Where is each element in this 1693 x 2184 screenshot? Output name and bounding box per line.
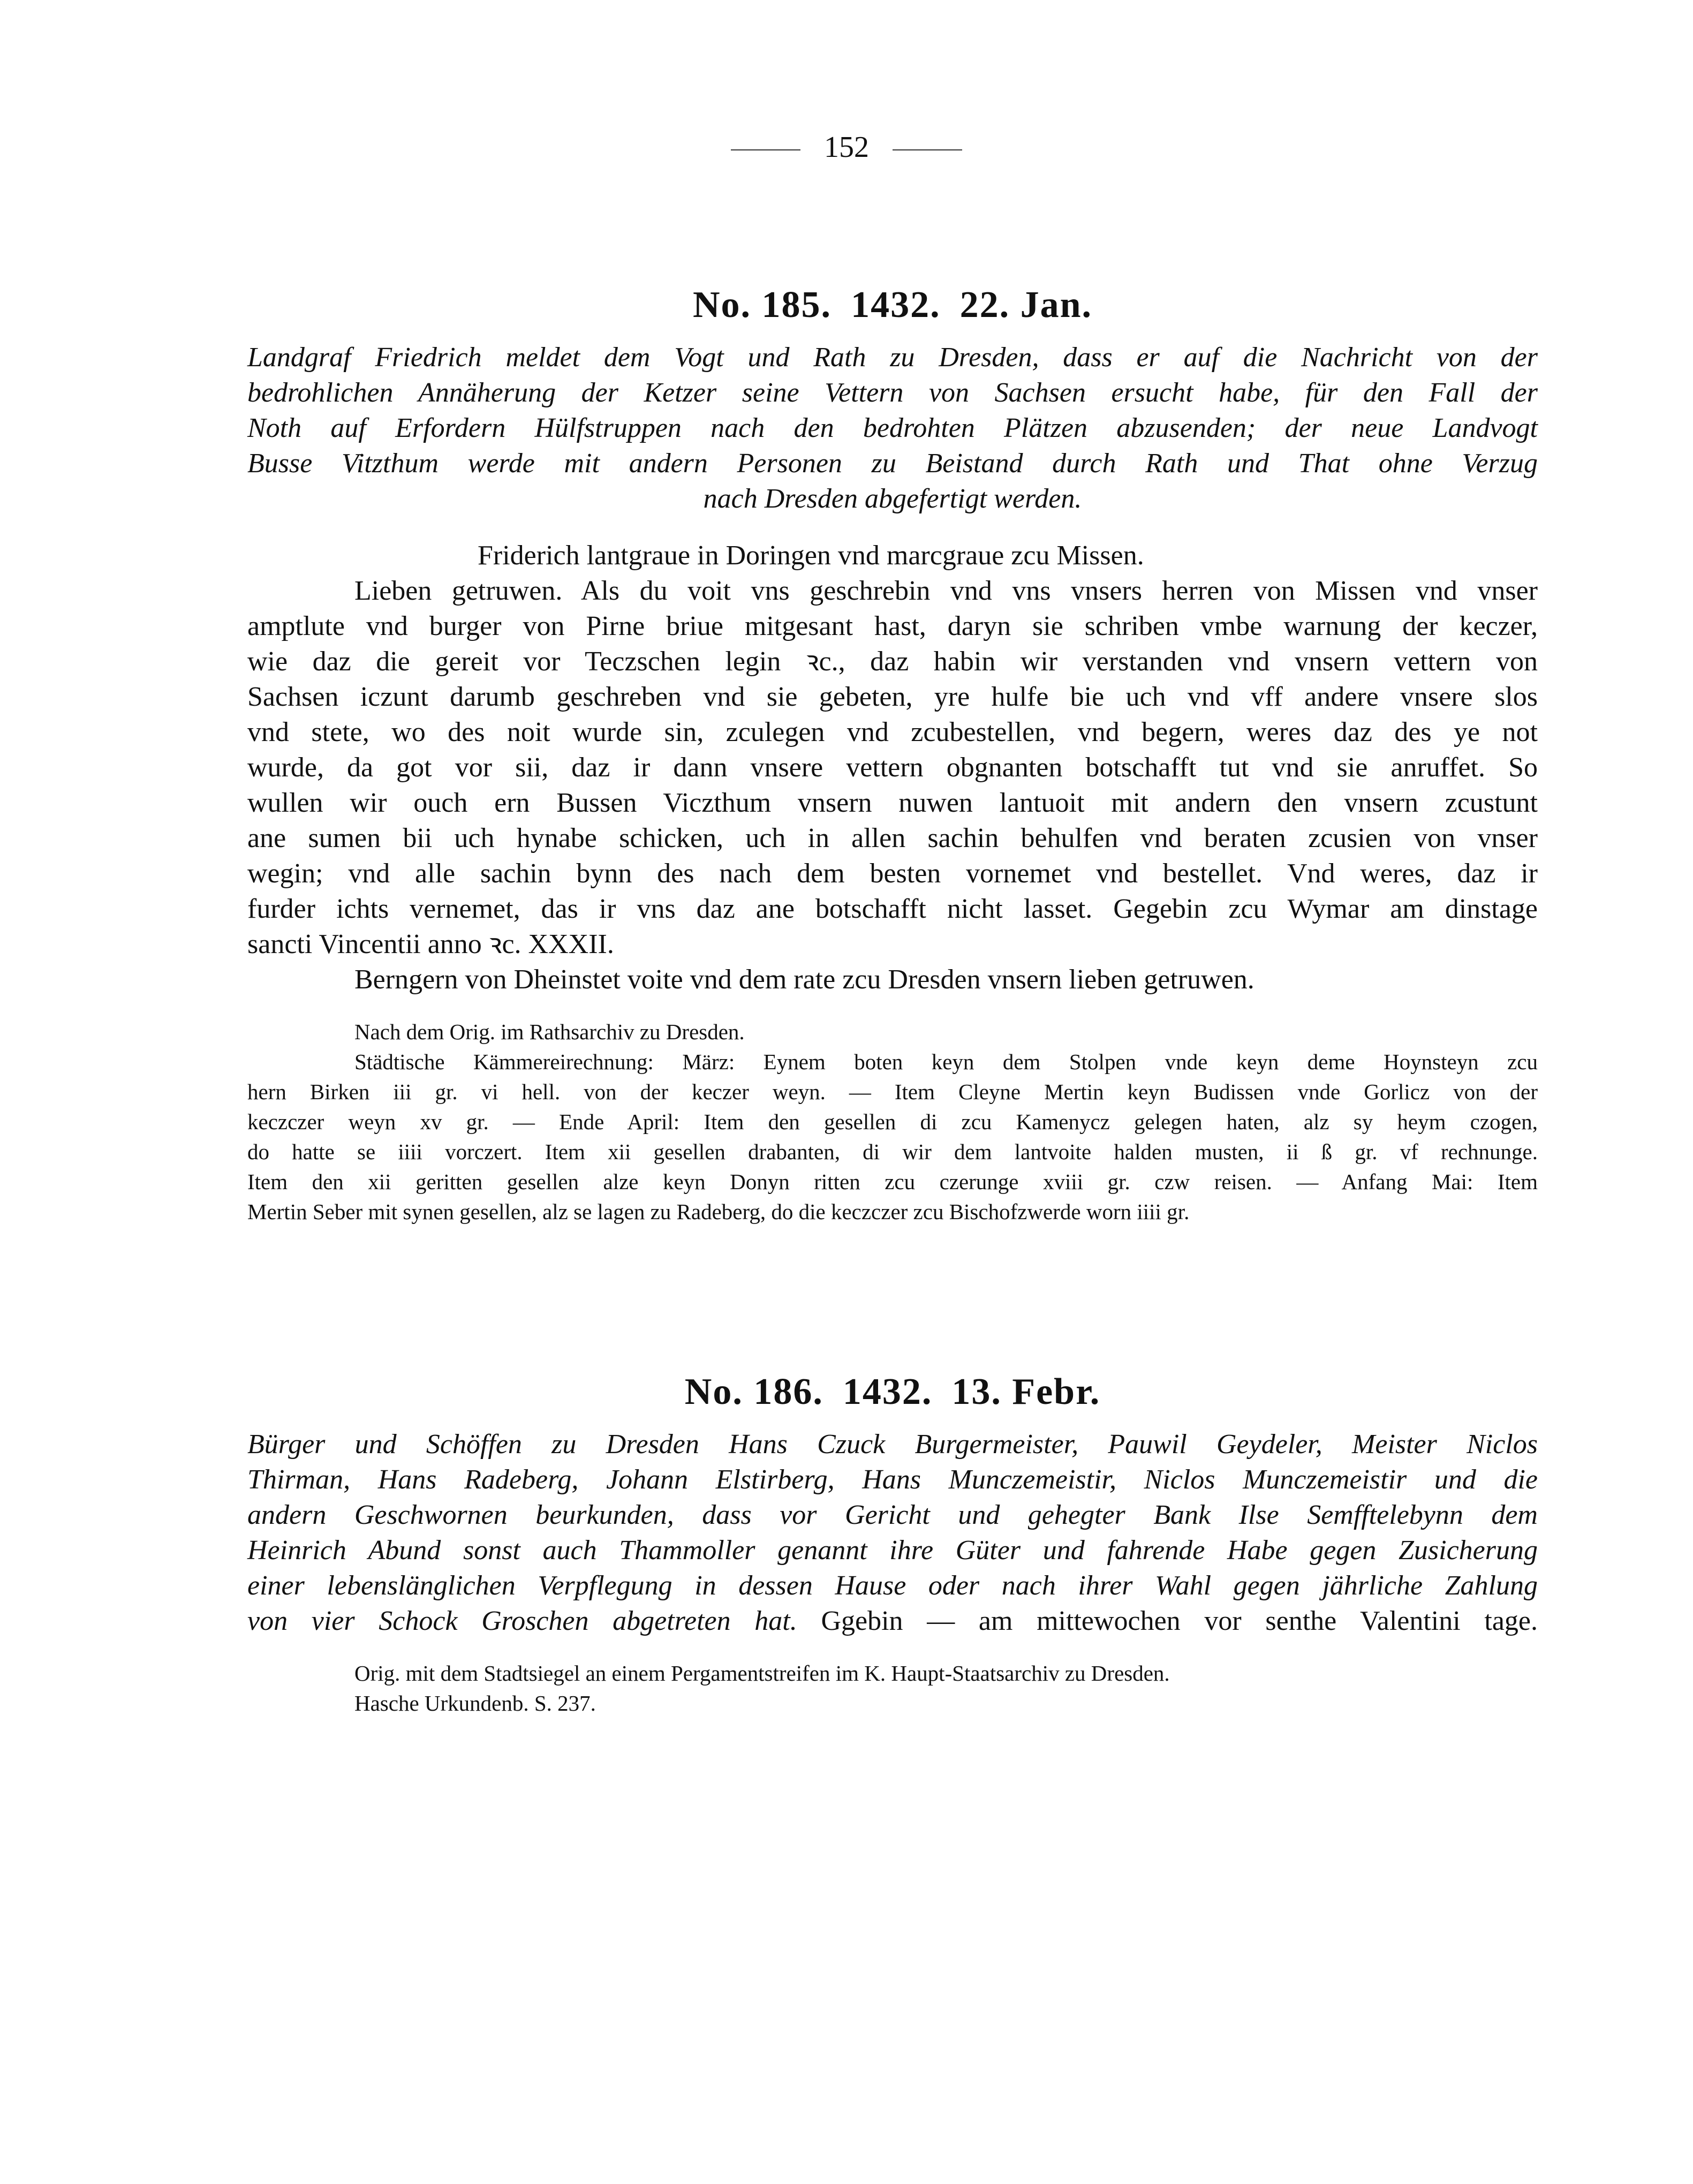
header-rule-right [893, 149, 962, 150]
regest [247, 340, 1538, 517]
regest-line: Busse Vitzthum werde mit andern Personen zu Beistand durch Rath und That ohne Verzug [247, 448, 1538, 479]
edition-note: Hasche Urkundenb. S. 237. [354, 1691, 596, 1716]
regest-line-final [247, 1604, 1538, 1639]
document-heading [247, 281, 1538, 329]
source-note: Orig. mit dem Stadtsiegel an einem Pergamentstreifen im K. Haupt-Staatsarchiv zu Dresden. [354, 1661, 1170, 1686]
note-line: Städtische Kämmereirechnung: März: Eynem boten keyn dem Stolpen vnde keyn deme Hoynsteyn zcu [354, 1049, 1538, 1074]
regest-line: Bürger und Schöffen zu Dresden Hans Czuck Burgermeister, Pauwil Geydeler, Meister Niclos [247, 1429, 1538, 1460]
note-line: keczczer weyn xv gr. — Ende April: Item den gesellen di zcu Kamenycz gelegen haten, alz sy heym czogen, [247, 1109, 1538, 1134]
address-line: Berngern von Dheinstet voite vnd dem rate zcu Dresden vnsern lieben getruwen. [354, 964, 1254, 995]
note-line: Mertin Seber mit synen gesellen, alz se lagen zu Radeberg, do die keczczer zcu Bischofzwerde worn iiii gr. [247, 1199, 1190, 1224]
regest-line: bedrohlichen Annäherung der Ketzer seine Vettern von Sachsen ersucht habe, für den Fall der [247, 377, 1538, 408]
regest-line: Landgraf Friedrich meldet dem Vogt und Rath zu Dresden, dass er auf die Nachricht von der [247, 342, 1538, 373]
text-line: Lieben getruwen. Als du voit vns geschrebin vnd vns vnsers herren von Missen vnd vnser [354, 576, 1538, 606]
text-line: wurde, da got vor sii, daz ir dann vnsere vettern obgnanten botschafft tut vnd sie anruffet. So [247, 752, 1538, 783]
text-line: amptlute vnd burger von Pirne briue mitgesant hast, daryn sie schriben vmbe warnung der keczer, [247, 611, 1538, 641]
document-text [247, 538, 1538, 997]
document-date: 22. Jan. [959, 284, 1092, 326]
document-186 [247, 1368, 1538, 1718]
page-number: 152 [824, 131, 869, 164]
text-line: sancti Vincentii anno ꝛc. XXXII. [247, 929, 614, 959]
document-year: 1432. [851, 284, 941, 326]
document-185 [247, 281, 1538, 1227]
document-heading [247, 1368, 1538, 1416]
salutation-line: Friderich lantgraue in Doringen vnd marcgraue zcu Missen. [478, 540, 1144, 571]
text-line: wie daz die gereit vor Teczschen legin ꝛc., daz habin wir verstanden vnd vnsern vettern von [247, 646, 1538, 677]
header-rule-left [731, 149, 800, 150]
text-line: wegin; vnd alle sachin bynn des nach dem besten vornemet vnd bestellet. Vnd weres, daz ir [247, 858, 1538, 889]
dating-clause: Ggebin — am mittewochen vor senthe Valentini tage. [821, 1606, 1538, 1636]
note-line: Item den xii geritten gesellen alze keyn Donyn ritten zcu czerunge xviii gr. czw reisen. — Anfang Mai: Item [247, 1169, 1538, 1194]
note-line: hern Birken iii gr. vi hell. von der keczer weyn. — Item Cleyne Mertin keyn Budissen vnde Gorlicz von der [247, 1079, 1538, 1104]
text-line: vnd stete, wo des noit wurde sin, zculegen vnd zcubestellen, vnd begern, weres daz des ye not [247, 717, 1538, 747]
document-year: 1432. [842, 1371, 933, 1412]
document-number: No. 185. [693, 284, 832, 326]
text-line: ane sumen bii uch hynabe schicken, uch in allen sachin behulfen vnd beraten zcusien von vnser [247, 823, 1538, 853]
regest-line: nach Dresden abgefertigt werden. [703, 483, 1082, 514]
document-date: 13. Febr. [951, 1371, 1101, 1412]
text-line: Sachsen iczunt darumb geschreben vnd sie gebeten, yre hulfe bie uch vnd vff andere vnsere slos [247, 682, 1538, 712]
notes [247, 1017, 1538, 1227]
text-line: furder ichts vernemet, das ir vns daz ane botschafft nicht lasset. Gegebin zcu Wymar am dinstage [247, 894, 1538, 924]
note-line: do hatte se iiii vorczert. Item xii gesellen drabanten, di wir dem lantvoite halden musten, ii ß gr. vf rechnunge. [247, 1139, 1538, 1164]
regest-line: Thirman, Hans Radeberg, Johann Elstirberg, Hans Munczemeistir, Niclos Munczemeistir und die [247, 1464, 1538, 1495]
regest-line: andern Geschwornen beurkunden, dass vor Gericht und gehegter Bank Ilse Semfftelebynn dem [247, 1500, 1538, 1530]
page-header [0, 129, 1693, 166]
regest-line: Noth auf Erfordern Hülfstruppen nach den bedrohten Plätzen abzusenden; der neue Landvogt [247, 413, 1538, 443]
regest [247, 1427, 1538, 1639]
notes [247, 1658, 1538, 1718]
regest-final-italic: von vier Schock Groschen abgetreten hat. [247, 1606, 797, 1636]
source-note: Nach dem Orig. im Rathsarchiv zu Dresden. [354, 1019, 745, 1044]
regest-line: Heinrich Abund sonst auch Thammoller genannt ihre Güter und fahrende Habe gegen Zusicherung [247, 1535, 1538, 1566]
document-number: No. 186. [684, 1371, 823, 1412]
regest-line: einer lebenslänglichen Verpflegung in dessen Hause oder nach ihrer Wahl gegen jährliche Zahlung [247, 1570, 1538, 1601]
text-line: wullen wir ouch ern Bussen Viczthum vnsern nuwen lantuoit mit andern den vnsern zcustunt [247, 788, 1538, 818]
